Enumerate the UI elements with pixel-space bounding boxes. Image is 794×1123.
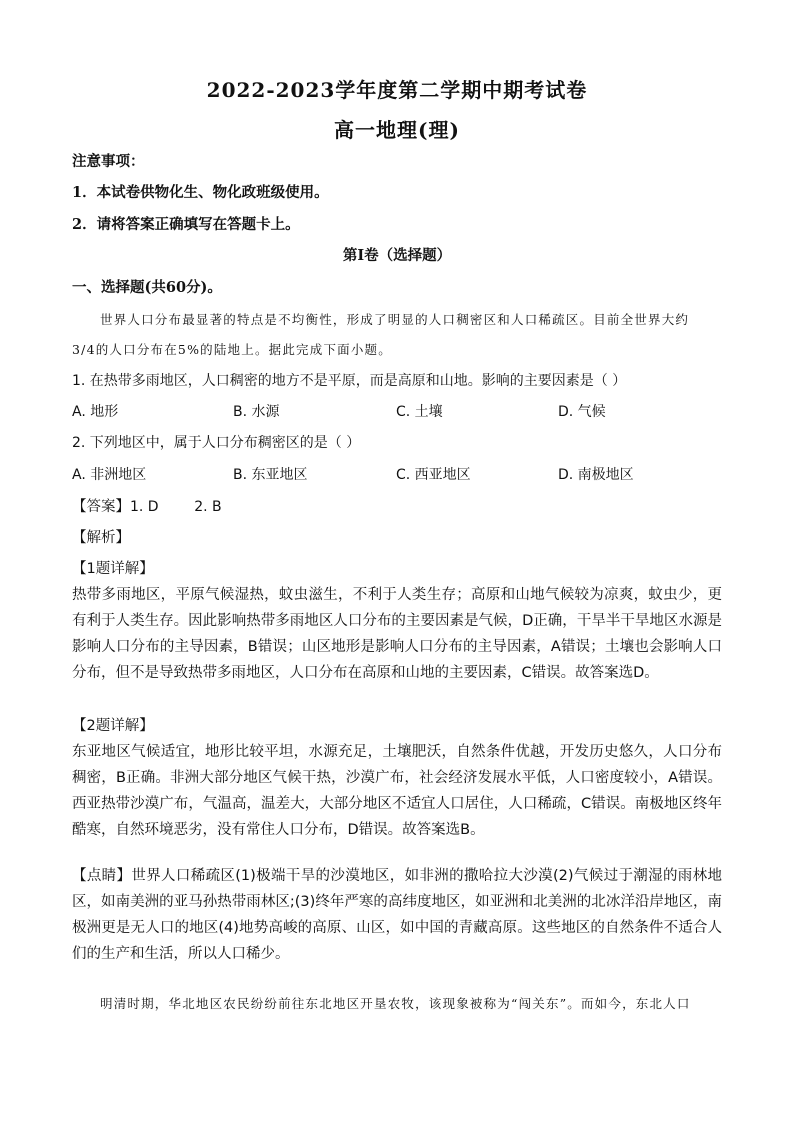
analysis-label: 【解析】: [72, 530, 130, 546]
answer-text: 1. D 2. B: [130, 499, 222, 515]
question-2-option-a: A. 非洲地区: [72, 467, 147, 483]
notes-item-1: 1．本试卷供物化生、物化政班级使用。: [72, 184, 329, 201]
answer-label: 【答案】: [72, 499, 130, 515]
passage-1-line-1: 世界人口分布最显著的特点是不均衡性，形成了明显的人口稠密区和人口稀疏区。目前全世界大约: [100, 312, 690, 327]
passage-2-line-1: 明清时期，华北地区农民纷纷前往东北地区开垦农牧，该现象被称为“闯关东”。而如今，东北人口: [100, 996, 691, 1011]
question-2-stem: 2. 下列地区中，属于人口分布稠密区的是（ ）: [72, 435, 361, 451]
question-1-option-b: B. 水源: [233, 404, 280, 420]
detail-2-label: 【2题详解】: [72, 718, 154, 734]
notes-heading: 注意事项：: [72, 153, 145, 170]
question-1-option-a: A. 地形: [72, 404, 119, 420]
passage-1-line-2: 3/4的人口分布在5%的陆地上。据此完成下面小题。: [72, 342, 392, 357]
detail-1-text: 热带多雨地区，平原气候湿热，蚊虫滋生，不利于人类生存；高原和山地气候较为凉爽，蚊虫少，更有利于人类生存。因此影响热带多雨地区人口分布的主要因素是气候，D正确，干旱半干旱地区水源是影响人口分布的主导因素，B错误；山区地形是影响人口分布的主导因素，A错误；土壤也会影响人口分布，但不是导致热带多雨地区，人口分布在高原和山地的主要因素，C错误。故答案选D。: [72, 587, 722, 681]
question-1-option-d: D. 气候: [558, 404, 606, 420]
detail-1-label: 【1题详解】: [72, 561, 154, 577]
tip-text: 世界人口稀疏区(1)极端干旱的沙漠地区，如非洲的撒哈拉大沙漠(2)气候过于潮湿的雨林地区，如南美洲的亚马孙热带雨林区;(3)终年严寒的高纬度地区，如亚洲和北美洲的北冰洋沿岸地区，南极洲更是无人口的地区(4)地势高峻的高原、山区，如中国的青藏高原。这些地区的自然条件不适合人们的生产和生活，所以人口稀少。: [72, 868, 722, 962]
question-2-option-b: B. 东亚地区: [233, 467, 308, 483]
part-heading: 一、选择题(共60分)。: [72, 279, 222, 296]
tip-block: [72, 863, 722, 967]
exam-title: 2022-2023学年度第二学期中期考试卷: [206, 78, 588, 102]
question-2-option-c: C. 西亚地区: [396, 467, 471, 483]
detail-2-text: 东亚地区气候适宜，地形比较平坦，水源充足，土壤肥沃，自然条件优越，开发历史悠久，人口分布稠密，B正确。非洲大部分地区气候干热，沙漠广布，社会经济发展水平低，人口密度较小，A错误。西亚热带沙漠广布，气温高，温差大，大部分地区不适宜人口居住，人口稀疏，C错误。南极地区终年酷寒，自然环境恶劣，没有常住人口分布，D错误。故答案选B。: [72, 744, 722, 838]
tip-label: 【点睛】: [72, 868, 132, 884]
question-1-stem: 1. 在热带多雨地区，人口稠密的地方不是平原，而是高原和山地。影响的主要因素是（ ）: [72, 373, 627, 389]
question-2-option-d: D. 南极地区: [558, 467, 634, 483]
question-1-option-c: C. 土壤: [396, 404, 443, 420]
notes-item-2: 2．请将答案正确填写在答题卡上。: [72, 216, 300, 233]
section-title: 第Ⅰ卷（选择题）: [342, 247, 452, 264]
exam-subtitle: 高一地理(理): [334, 118, 460, 142]
answer-line: [72, 495, 222, 516]
